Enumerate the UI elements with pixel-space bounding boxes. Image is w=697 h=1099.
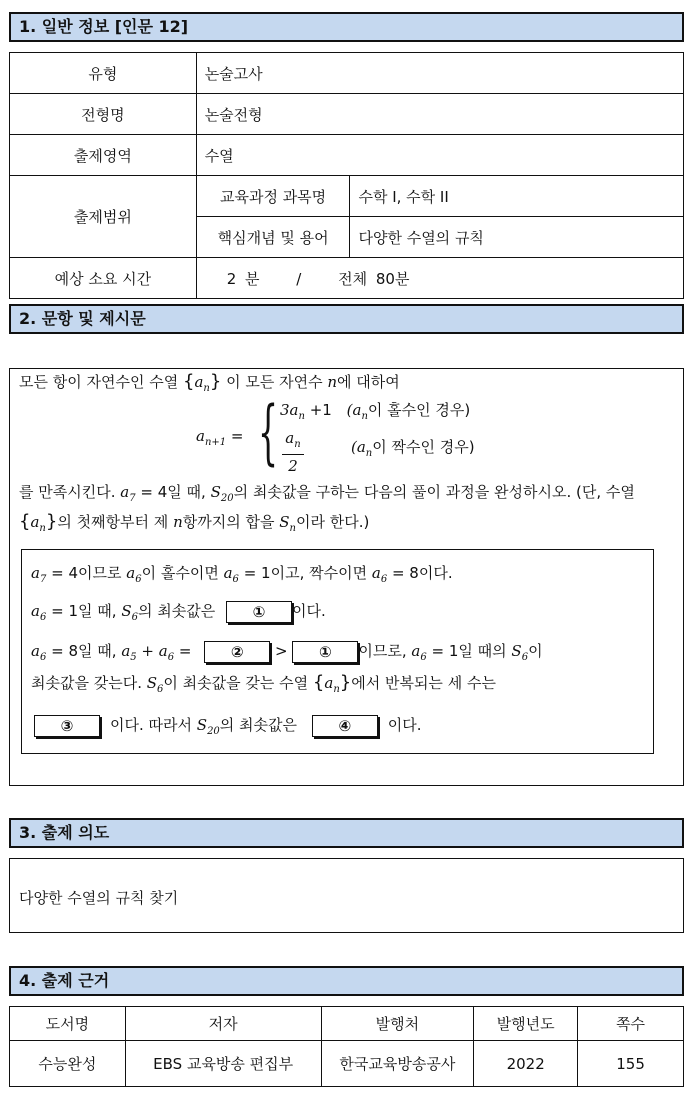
r3-eq: = 8 <box>51 642 78 660</box>
r4-seq: a <box>324 674 334 692</box>
case2-num: a <box>285 429 295 447</box>
case2-cond-b: 이 짝수인 경우) <box>372 438 475 456</box>
case1-cond-a: (a <box>346 401 362 419</box>
lhs-sub: n+1 <box>204 437 227 448</box>
r3-gt: > <box>275 642 288 660</box>
domain-label: 출제영역 <box>10 135 197 176</box>
r1-text-d: 이 홀수이면 <box>141 564 219 582</box>
l3-a7-sub: 7 <box>129 493 136 504</box>
admission-value: 논술전형 <box>196 94 683 135</box>
r3-sum-sub1: 5 <box>130 652 137 663</box>
r3-eqs: = <box>178 642 192 660</box>
course-label: 교육과정 과목명 <box>196 176 350 217</box>
l3-text-c: 의 최솟값을 구하는 다음의 풀이 과정을 완성하시오. (단, 수열 <box>233 483 635 501</box>
r3-a: a <box>31 642 40 660</box>
r3-text-d: 일 때의 <box>458 642 507 660</box>
r5-text-c: 이다. <box>387 716 422 734</box>
solution-row5 <box>34 714 422 737</box>
r1-a: a <box>31 564 40 582</box>
r5-S: S <box>196 716 208 734</box>
r4-seq-sub: n <box>333 684 340 695</box>
case1-cond-sub: n <box>361 411 368 422</box>
concept-value: 다양한 수열의 규칙 <box>350 217 684 258</box>
l3-S-sub: 20 <box>220 493 234 504</box>
scope-label: 출제범위 <box>10 176 197 258</box>
r3-text-a: 일 때, <box>78 642 117 660</box>
piecewise-brace: { <box>258 391 279 473</box>
r5-text-b: 의 최솟값은 <box>219 716 298 734</box>
r2-text-b: 의 최솟값은 <box>137 602 216 620</box>
left-brace: { <box>183 371 195 392</box>
l4-left-brace: { <box>19 511 31 532</box>
l4-seq: a <box>30 513 40 531</box>
admission-label: 전형명 <box>10 94 197 135</box>
r3-text-e: 이 <box>528 642 543 660</box>
r3-sum-sub2: 6 <box>167 652 175 663</box>
blank-2[interactable]: ② <box>204 641 270 663</box>
concept-label: 핵심개념 및 용어 <box>196 217 350 258</box>
r2-a-sub: 6 <box>39 612 47 623</box>
r1-eq: = 4 <box>51 564 78 582</box>
time-minutes: 2 분 <box>226 269 260 288</box>
section-header-reference: 4. 출제 근거 <box>9 966 684 996</box>
r3-c-a: a <box>411 642 421 660</box>
recurrence-lhs <box>196 427 244 448</box>
r1-a-sub: 7 <box>39 574 47 585</box>
r2-text-c: 이다. <box>291 602 326 620</box>
ref-publisher: 한국교육방송공사 <box>321 1041 474 1087</box>
r5-text-a: 이다. 따라서 <box>110 716 192 734</box>
r3-c: = 1 <box>431 642 459 660</box>
l4-text-b: 항까지의 합을 <box>182 513 275 531</box>
r1-g-a: a <box>371 564 381 582</box>
r3-sum-a: a <box>121 642 131 660</box>
solution-box <box>21 549 654 754</box>
right-brace: } <box>209 371 222 392</box>
blank-1[interactable]: ① <box>226 601 292 623</box>
r1-e: = 1 <box>243 564 271 582</box>
lhs-a: a <box>196 427 205 445</box>
r1-g: = 8 <box>391 564 419 582</box>
r1-text-f: 이고, 짝수이면 <box>270 564 368 582</box>
section-header-intent: 3. 출제 의도 <box>9 818 684 848</box>
time-separator: / <box>296 269 302 288</box>
course-value: 수학 I, 수학 II <box>350 176 684 217</box>
case2-cond-sub: n <box>365 448 373 459</box>
ref-header-publisher: 발행처 <box>321 1007 474 1041</box>
case1-cond-b: 이 홀수인 경우) <box>367 401 471 419</box>
l3-S: S <box>210 483 221 501</box>
r2-text-a: 일 때, <box>78 602 117 620</box>
general-info-table <box>9 52 684 299</box>
l3-text-b: 일 때, <box>167 483 206 501</box>
l4-text-a: 의 첫째항부터 제 <box>57 513 169 531</box>
r4-S: S <box>146 674 158 692</box>
case2-den: 2 <box>288 457 298 475</box>
r4-text-c: 에서 반복되는 세 수는 <box>351 674 496 692</box>
l4-right-brace: } <box>45 511 58 532</box>
r5-S-sub: 20 <box>207 726 220 737</box>
ref-year: 2022 <box>474 1041 578 1087</box>
r3-text-b: 이므로, <box>358 642 407 660</box>
blank-1b[interactable]: ① <box>292 641 358 663</box>
problem-box <box>9 368 684 786</box>
l4-S-sub: n <box>289 523 296 534</box>
r4-left-brace: { <box>312 672 325 693</box>
intent-text: 다양한 수열의 규칙 찾기 <box>19 889 179 907</box>
ref-header-title: 도서명 <box>10 1007 126 1041</box>
blank-4[interactable]: ④ <box>312 715 378 737</box>
r3-a-sub: 6 <box>39 652 47 663</box>
problem-line3 <box>19 481 635 504</box>
var-n: n <box>327 373 338 391</box>
r2-eq: = 1 <box>51 602 78 620</box>
r3-S-sub: 6 <box>521 652 529 663</box>
r1-c: a <box>126 564 136 582</box>
seq-a: a <box>194 373 204 391</box>
problem-intro <box>19 371 400 394</box>
l4-text-c: 이라 한다.) <box>295 513 370 531</box>
reference-table <box>9 1006 684 1087</box>
intro-text-b: 이 모든 자연수 <box>226 373 323 391</box>
r4-right-brace: } <box>339 672 352 693</box>
r1-text-b: 이므로 <box>78 564 122 582</box>
problem-line4 <box>19 511 369 534</box>
case2-num-sub: n <box>294 439 301 450</box>
intro-text-a: 모든 항이 자연수인 수열 <box>19 373 179 391</box>
r2-a: a <box>31 602 40 620</box>
solution-row3 <box>31 640 543 663</box>
ref-title: 수능완성 <box>10 1041 126 1087</box>
blank-3[interactable]: ③ <box>34 715 100 737</box>
solution-row2 <box>31 600 326 623</box>
r1-text-h: 이다. <box>418 564 453 582</box>
lhs-equals: = <box>230 427 244 445</box>
case-odd <box>280 399 470 422</box>
case-even-cond <box>351 436 475 459</box>
section-header-problem: 2. 문항 및 제시문 <box>9 304 684 334</box>
case1-sub: n <box>298 411 305 422</box>
r1-c-sub: 6 <box>135 574 142 585</box>
r1-e-a: a <box>223 564 233 582</box>
section-header-general-info: 1. 일반 정보 [인문 12] <box>9 12 684 42</box>
r1-g-sub: 6 <box>380 574 388 585</box>
time-value <box>196 258 683 299</box>
ref-author: EBS 교육방송 편집부 <box>125 1041 321 1087</box>
solution-row4 <box>31 672 496 695</box>
l3-a7: a <box>120 483 130 501</box>
type-label: 유형 <box>10 53 197 94</box>
ref-header-author: 저자 <box>125 1007 321 1041</box>
ref-header-pages: 쪽수 <box>578 1007 684 1041</box>
l3-text-a: 를 만족시킨다. <box>19 483 116 501</box>
r4-text-b: 이 최솟값을 갖는 수열 <box>163 674 309 692</box>
seq-a-sub: n <box>203 383 210 394</box>
time-label: 예상 소요 시간 <box>10 258 197 299</box>
intent-box <box>9 858 684 933</box>
l4-n: n <box>173 513 183 531</box>
case1-expr: 3a <box>280 401 299 419</box>
r4-S-sub: 6 <box>157 684 164 695</box>
r3-c-sub: 6 <box>420 652 427 663</box>
l4-seq-sub: n <box>39 523 46 534</box>
r1-e-sub: 6 <box>232 574 239 585</box>
l3-eq: = 4 <box>140 483 168 501</box>
r4-text-a: 최솟값을 갖는다. <box>31 674 142 692</box>
case1-tail: +1 <box>309 401 332 419</box>
ref-header-year: 발행년도 <box>474 1007 578 1041</box>
r3-S: S <box>511 642 522 660</box>
l4-S: S <box>279 513 290 531</box>
solution-row1 <box>31 562 453 585</box>
case-even-fraction <box>282 429 304 477</box>
intro-text-c: 에 대하여 <box>337 373 400 391</box>
domain-value: 수열 <box>196 135 683 176</box>
type-value: 논술고사 <box>196 53 683 94</box>
r2-S: S <box>121 602 132 620</box>
case2-cond-a: (a <box>351 438 366 456</box>
ref-pages: 155 <box>578 1041 684 1087</box>
r2-S-sub: 6 <box>131 612 138 623</box>
r3-plus: + a <box>141 642 168 660</box>
time-total: 전체 80분 <box>338 269 410 288</box>
